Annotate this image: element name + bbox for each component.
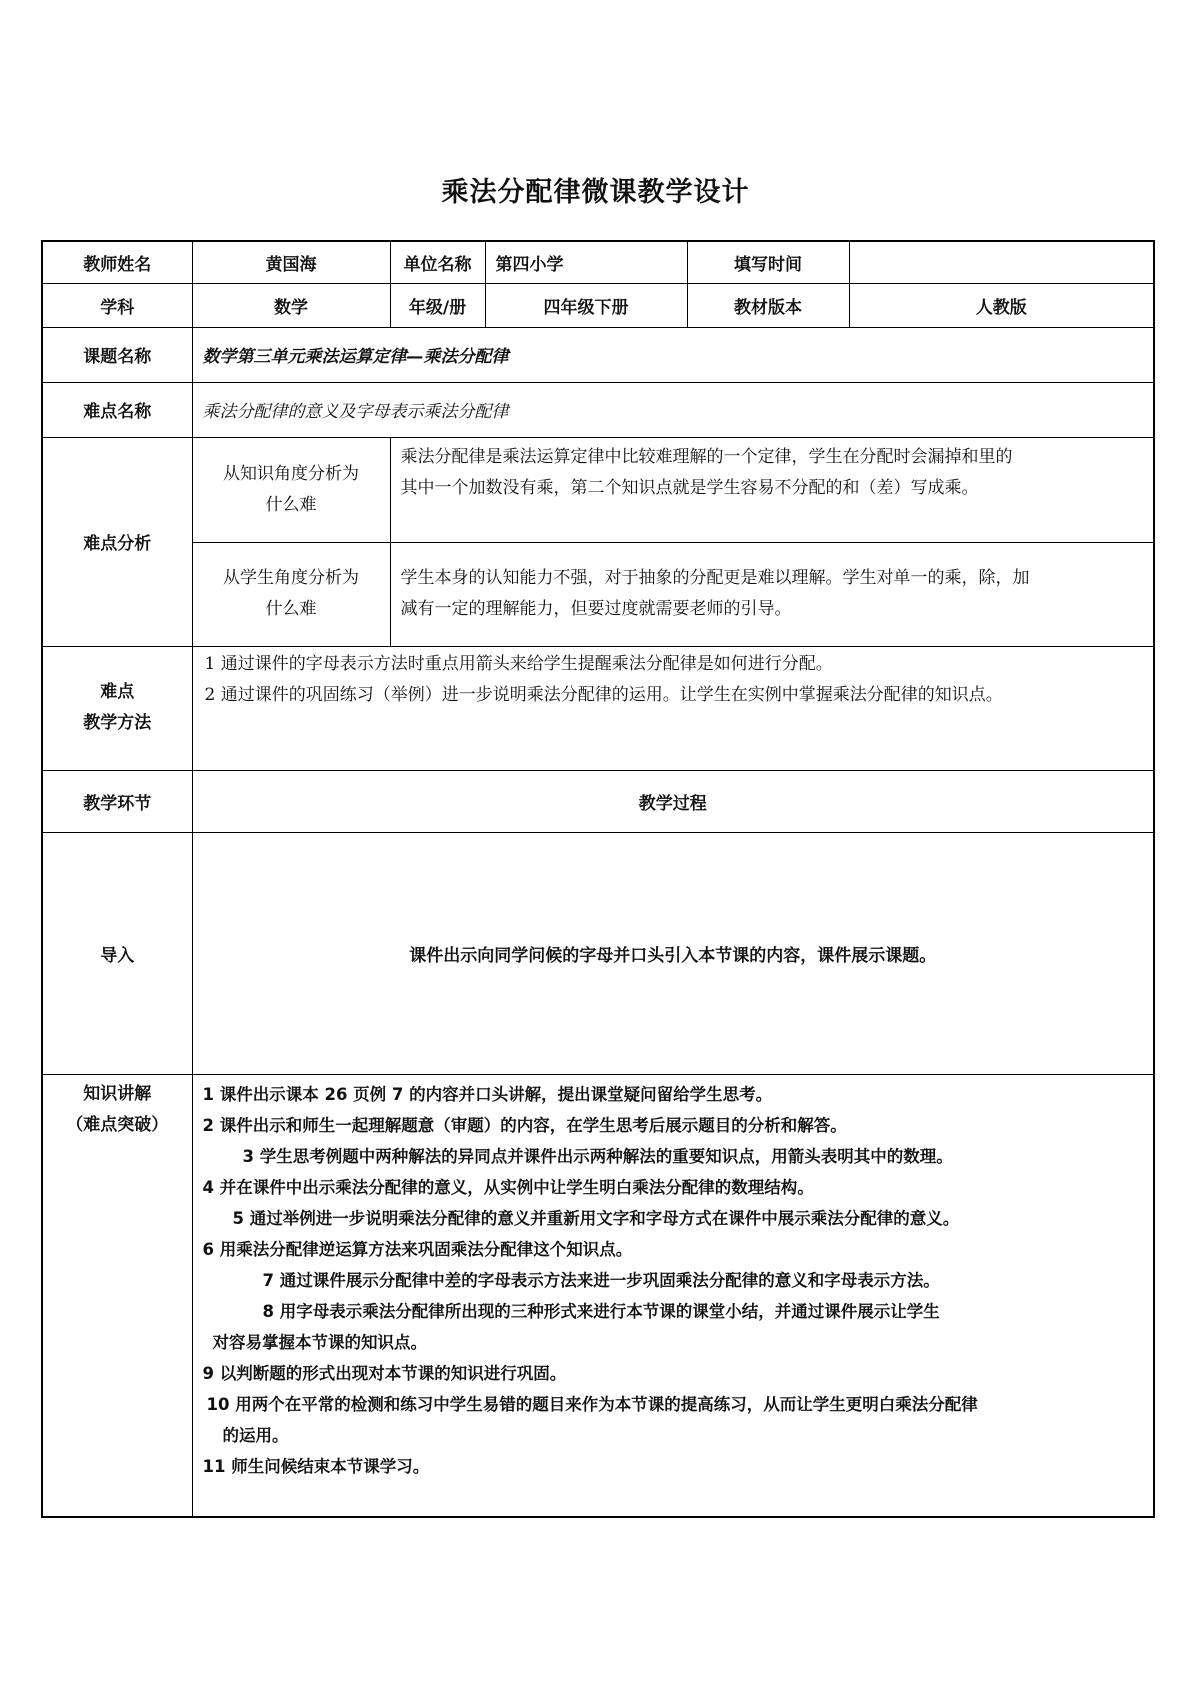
page-title: 乘法分配律微课教学设计 xyxy=(441,177,750,208)
student-angle-line: 减有一定的理解能力，但要过度就需要老师的引导。 xyxy=(400,599,792,619)
student-angle-label-line: 什么难 xyxy=(265,599,317,619)
teacher-value: 黄国海 xyxy=(192,241,390,283)
method-label xyxy=(42,646,192,770)
knowledge-angle-line: 其中一个加数没有乘，第二个知识点就是学生容易不分配的和（差）写成乘。 xyxy=(400,477,979,498)
student-angle-text xyxy=(390,542,1154,646)
analysis-knowledge-row xyxy=(42,437,1154,542)
process-header-row xyxy=(42,770,1154,832)
teacher-label: 教师姓名 xyxy=(42,241,192,283)
method-label-line: 难点 xyxy=(100,682,135,702)
analysis-student-row xyxy=(42,542,1154,646)
knowledge-row xyxy=(42,1074,1154,1517)
knowledge-line: 2 课件出示和师生一起理解题意（审题）的内容，在学生思考后展示题目的分析和解答。 xyxy=(202,1115,847,1135)
intro-value: 课件出示向同学问候的字母并口头引入本节课的内容，课件展示课题。 xyxy=(192,832,1154,1074)
grade-label: 年级/册 xyxy=(390,283,485,327)
knowledge-line: 11 师生问候结束本节课学习。 xyxy=(202,1456,430,1476)
method-text xyxy=(192,646,1154,770)
topic-label: 课题名称 xyxy=(42,327,192,382)
unit-value: 第四小学 xyxy=(485,241,687,283)
student-angle-label xyxy=(192,542,390,646)
subject-label: 学科 xyxy=(42,283,192,327)
edition-value: 人教版 xyxy=(849,283,1154,327)
student-angle-label-line: 从学生角度分析为 xyxy=(223,568,359,588)
knowledge-line: 对容易掌握本节课的知识点。 xyxy=(212,1332,427,1352)
difficulty-value: 乘法分配律的意义及字母表示乘法分配律 xyxy=(192,382,1154,437)
analysis-label: 难点分析 xyxy=(42,437,192,646)
lesson-design-table xyxy=(41,240,1155,1518)
difficulty-label: 难点名称 xyxy=(42,382,192,437)
knowledge-line: 4 并在课件中出示乘法分配律的意义，从实例中让学生明白乘法分配律的数理结构。 xyxy=(202,1177,814,1197)
process-value: 教学过程 xyxy=(192,770,1154,832)
knowledge-text xyxy=(192,1074,1154,1517)
knowledge-line: 8 用字母表示乘法分配律所出现的三种形式来进行本节课的课堂小结，并通过课件展示让学生 xyxy=(262,1301,940,1321)
knowledge-line: 的运用。 xyxy=(222,1425,289,1445)
knowledge-line: 9 以判断题的形式出现对本节课的知识进行巩固。 xyxy=(202,1363,567,1383)
knowledge-line: 10 用两个在平常的检测和练习中学生易错的题目来作为本节课的提高练习，从而让学生更明白乘法分配律 xyxy=(206,1394,978,1414)
knowledge-angle-label-line: 从知识角度分析为 xyxy=(223,463,359,484)
method-row xyxy=(42,646,1154,770)
knowledge-line: 1 课件出示课本 26 页例 7 的内容并口头讲解，提出课堂疑问留给学生思考。 xyxy=(202,1084,773,1104)
topic-value: 数学第三单元乘法运算定律—乘法分配律 xyxy=(192,327,1154,382)
date-label: 填写时间 xyxy=(687,241,849,283)
unit-label: 单位名称 xyxy=(390,241,485,283)
student-angle-line: 学生本身的认知能力不强，对于抽象的分配更是难以理解。学生对单一的乘，除，加 xyxy=(400,568,1030,588)
knowledge-line: 6 用乘法分配律逆运算方法来巩固乘法分配律这个知识点。 xyxy=(202,1239,633,1259)
difficulty-row xyxy=(42,382,1154,437)
knowledge-angle-label-line: 什么难 xyxy=(265,494,317,515)
topic-row xyxy=(42,327,1154,382)
knowledge-line: 5 通过举例进一步说明乘法分配律的意义并重新用文字和字母方式在课件中展示乘法分配律的意义。 xyxy=(232,1208,960,1228)
header-row-2 xyxy=(42,283,1154,327)
process-label: 教学环节 xyxy=(42,770,192,832)
date-value xyxy=(849,241,1154,283)
knowledge-angle-text xyxy=(390,437,1154,542)
knowledge-angle-line: 乘法分配律是乘法运算定律中比较难理解的一个定律，学生在分配时会漏掉和里的 xyxy=(400,446,1013,467)
grade-value: 四年级下册 xyxy=(485,283,687,327)
knowledge-line: 7 通过课件展示分配律中差的字母表示方法来进一步巩固乘法分配律的意义和字母表示方法。 xyxy=(262,1270,940,1290)
knowledge-label-line: （难点突破） xyxy=(66,1114,169,1135)
subject-value: 数学 xyxy=(192,283,390,327)
edition-label: 教材版本 xyxy=(687,283,849,327)
knowledge-line: 3 学生思考例题中两种解法的异同点并课件出示两种解法的重要知识点，用箭头表明其中的数理。 xyxy=(242,1146,953,1166)
knowledge-label xyxy=(42,1074,192,1517)
knowledge-angle-label xyxy=(192,437,390,542)
method-item: 1 通过课件的字母表示方法时重点用箭头来给学生提醒乘法分配律是如何进行分配。 xyxy=(204,653,833,674)
method-label-line: 教学方法 xyxy=(83,713,152,733)
intro-label: 导入 xyxy=(42,832,192,1074)
method-item: 2 通过课件的巩固练习（举例）进一步说明乘法分配律的运用。让学生在实例中掌握乘法分配律的知识点。 xyxy=(204,684,1003,705)
intro-row xyxy=(42,832,1154,1074)
knowledge-label-line: 知识讲解 xyxy=(83,1083,152,1104)
header-row-1 xyxy=(42,241,1154,283)
